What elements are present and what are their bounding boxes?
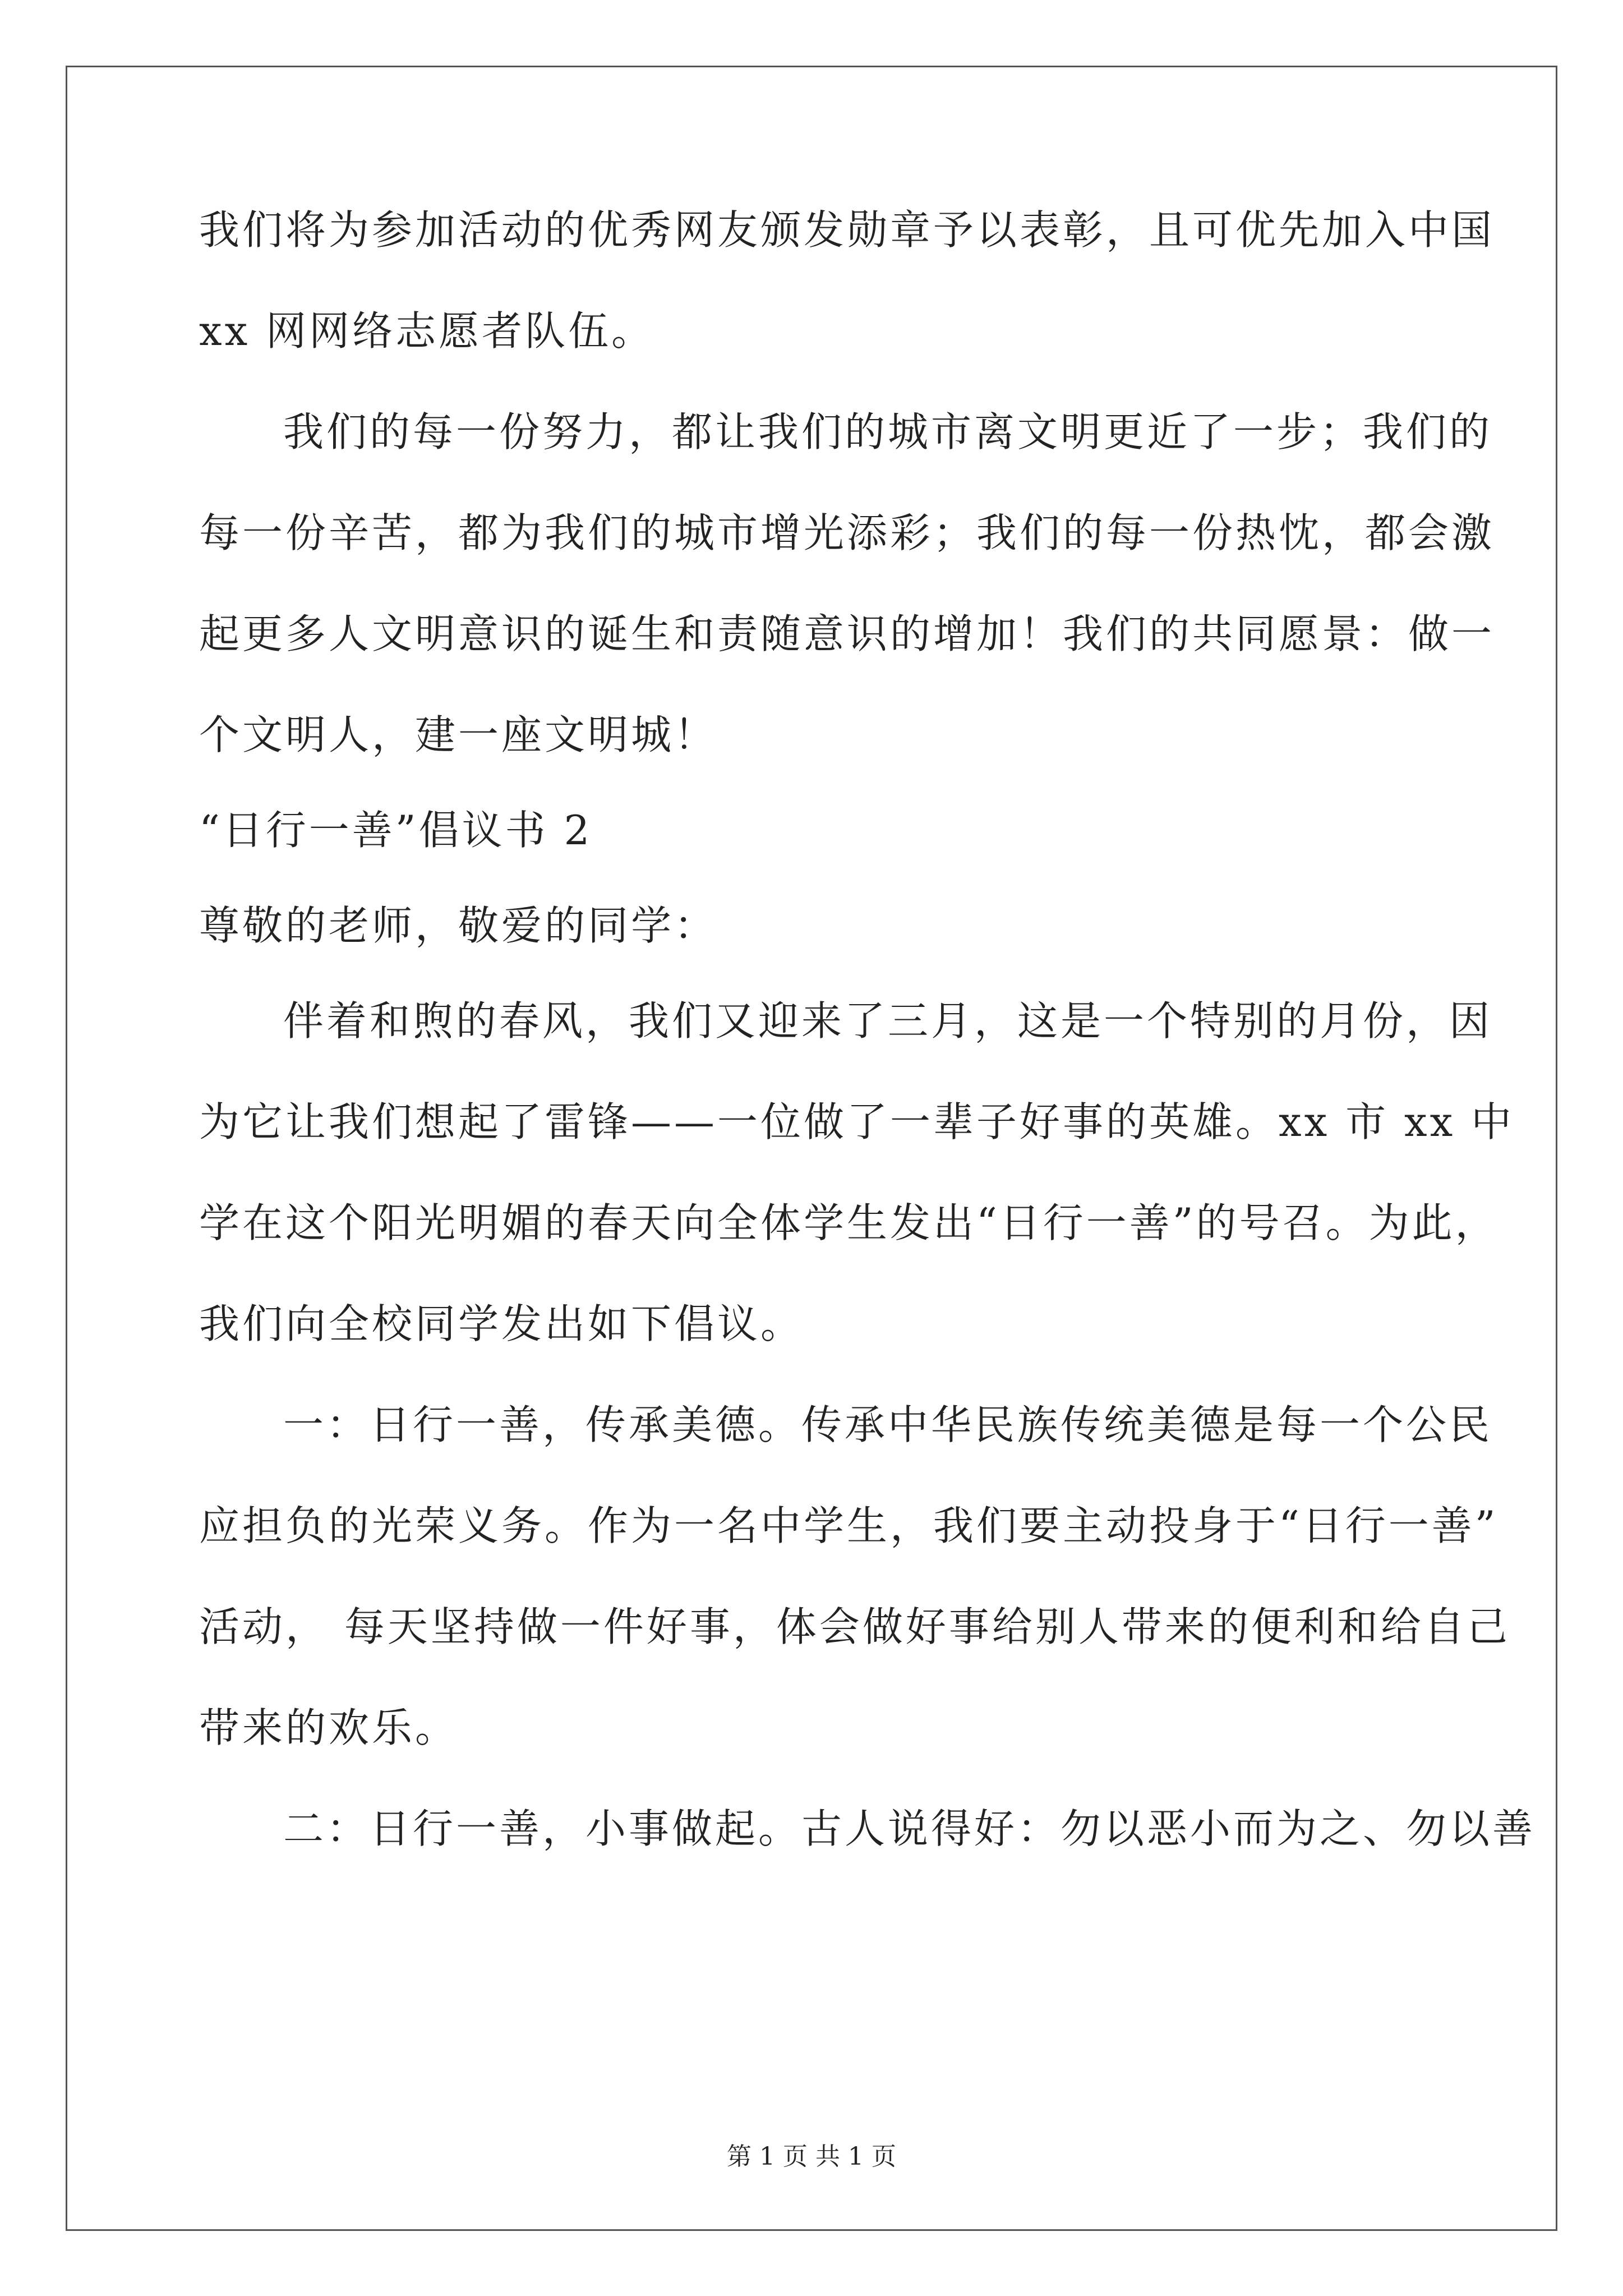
text-line: 个文明人，建一座文明城！ <box>199 711 718 758</box>
salutation: 尊敬的老师，敬爱的同学： <box>199 902 718 949</box>
section-title: “日行一善”倡议书 2 <box>199 807 593 854</box>
page-footer: 第 1 页 共 1 页 <box>727 2142 896 2171</box>
text-line: xx 网网络志愿者队伍。 <box>199 307 655 355</box>
text-line: 为它让我们想起了雷锋——一位做了一辈子好事的英雄。xx 市 xx 中 <box>199 1098 1515 1145</box>
text-line: 学在这个阳光明媚的春天向全体学生发出“日行一善”的号召。为此， <box>199 1199 1498 1246</box>
text-line: 起更多人文明意识的诞生和责随意识的增加！我们的共同愿景：做一 <box>199 610 1495 657</box>
paragraph-start-line: 一：日行一善，传承美德。传承中华民族传统美德是每一个公民 <box>283 1401 1493 1448</box>
paragraph-start-line: 二：日行一善，小事做起。古人说得好：勿以恶小而为之、勿以善 <box>283 1805 1536 1852</box>
text-line: 带来的欢乐。 <box>199 1704 459 1751</box>
paragraph-start-line: 我们的每一份努力，都让我们的城市离文明更近了一步；我们的 <box>283 408 1493 455</box>
text-line: 我们将为参加活动的优秀网友颁发勋章予以表彰，且可优先加入中国 <box>199 206 1495 254</box>
paragraph-start-line: 伴着和煦的春风，我们又迎来了三月，这是一个特别的月份，因 <box>283 997 1493 1045</box>
text-line: 活动， 每天坚持做一件好事，体会做好事给别人带来的便利和给自己 <box>199 1603 1510 1650</box>
text-line: 每一份辛苦，都为我们的城市增光添彩；我们的每一份热忱，都会激 <box>199 509 1495 556</box>
text-line: 我们向全校同学发出如下倡议。 <box>199 1300 804 1347</box>
text-line: 应担负的光荣义务。作为一名中学生，我们要主动投身于“日行一善” <box>199 1502 1498 1549</box>
